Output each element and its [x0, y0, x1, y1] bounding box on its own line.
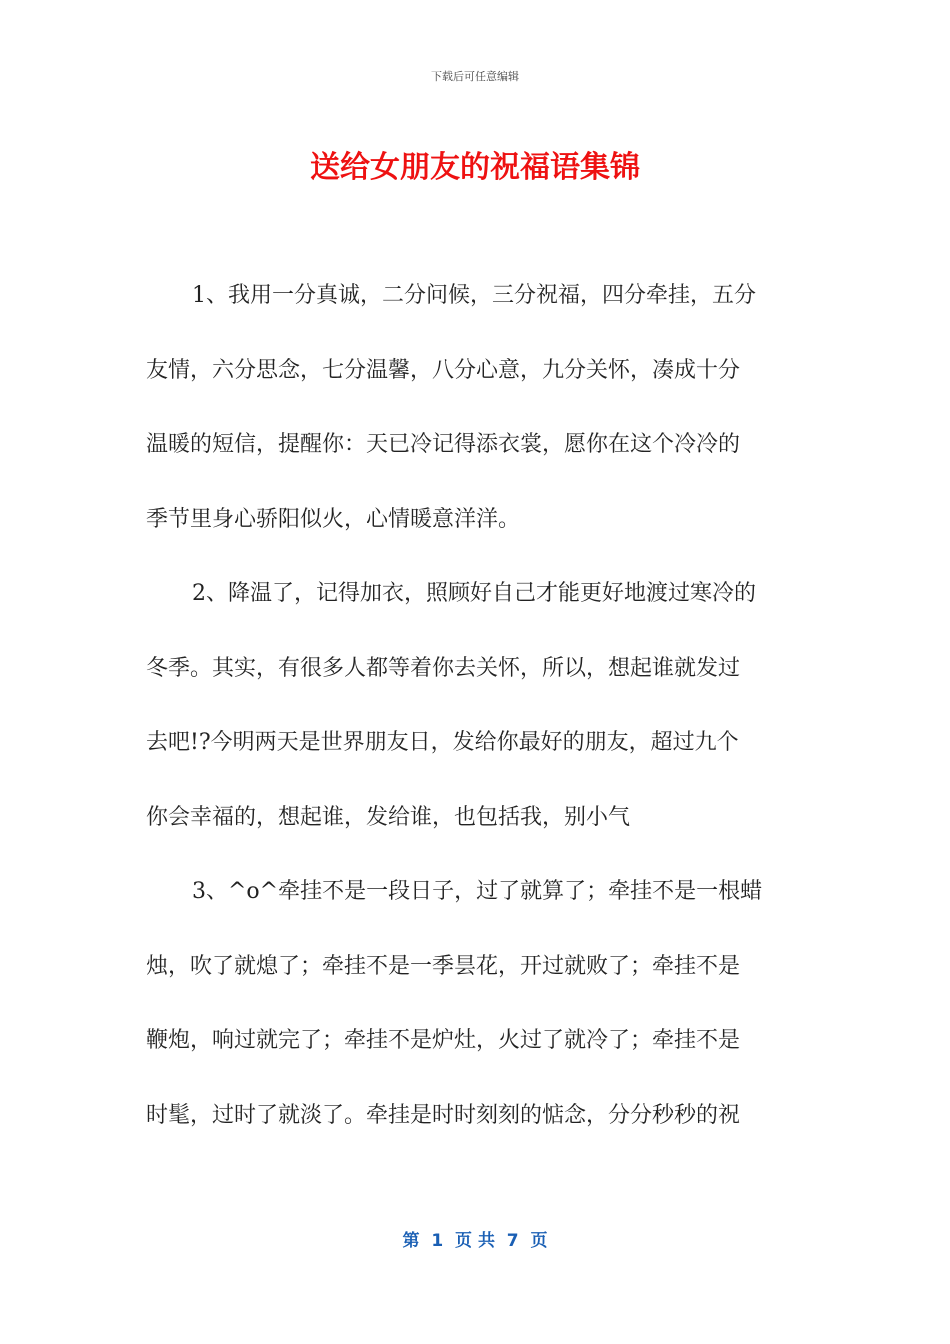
paragraph-1-line-1: 1、我用一分真诚，二分问候，三分祝福，四分牵挂，五分 — [192, 283, 756, 308]
paragraph-2-line-4: 你会幸福的，想起谁，发给谁，也包括我，别小气 — [146, 804, 631, 830]
paragraph-2-line-1: 2、降温了，记得加衣，照顾好自己才能更好地渡过寒冷的 — [192, 581, 756, 606]
paragraph-1-line-3: 温暖的短信，提醒你：天已冷记得添衣裳，愿你在这个冷冷的 — [146, 432, 741, 457]
paragraph-3-line-4: 时髦，过时了就淡了。牵挂是时时刻刻的惦念，分分秒秒的祝 — [146, 1102, 741, 1128]
paragraph-2-line-2: 冬季。其实，有很多人都等着你去关怀，所以，想起谁就发过 — [146, 655, 741, 681]
page-number-footer: 第 1 页 共 7 页 — [402, 1231, 548, 1251]
document-body — [146, 270, 806, 1164]
paragraph-1-line-2: 友情，六分思念，七分温馨，八分心意，九分关怀，凑成十分 — [146, 357, 741, 383]
paragraph-2-line-3: 去吧!?今明两天是世界朋友日，发给你最好的朋友，超过九个 — [146, 730, 739, 755]
paragraph-1-line-4: 季节里身心骄阳似火，心情暖意洋洋。 — [146, 506, 521, 532]
paragraph-3-line-2: 烛，吹了就熄了；牵挂不是一季昙花，开过就败了；牵挂不是 — [146, 953, 741, 979]
header-note: 下载后可任意编辑 — [431, 70, 519, 83]
paragraph-3-line-3: 鞭炮，响过就完了；牵挂不是炉灶，火过了就冷了；牵挂不是 — [146, 1028, 741, 1053]
document-title: 送给女朋友的祝福语集锦 — [310, 150, 640, 185]
paragraph-3-line-1: 3、^o^牵挂不是一段日子，过了就算了；牵挂不是一根蜡 — [192, 879, 763, 904]
